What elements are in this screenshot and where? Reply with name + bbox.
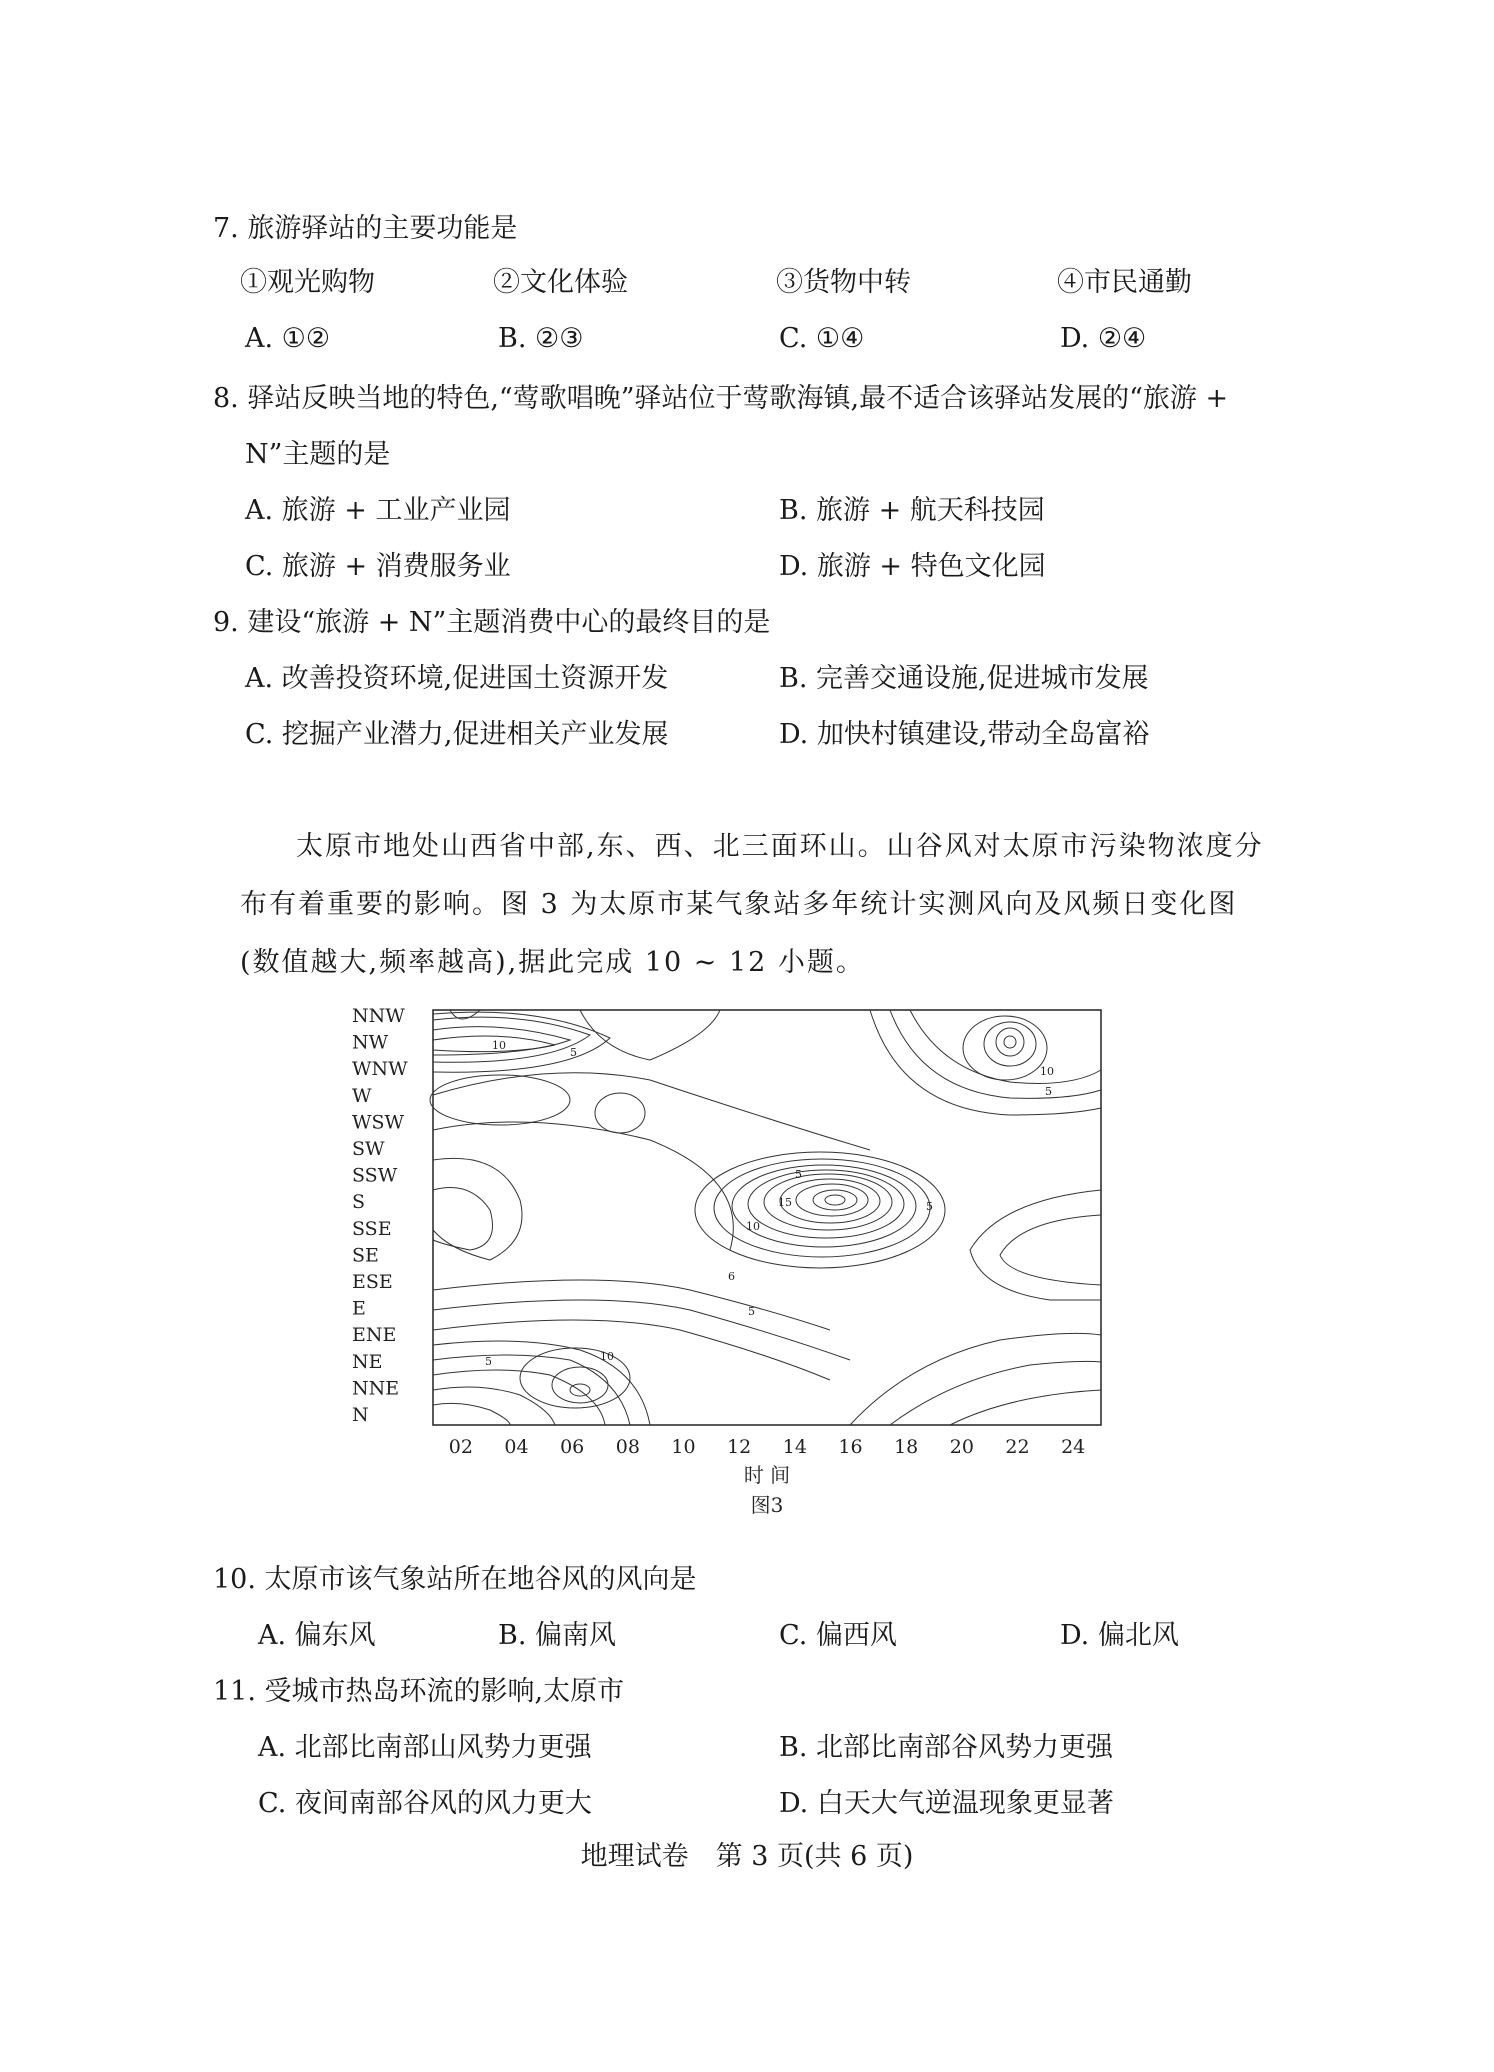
x-axis-tick-label: 12: [727, 1436, 752, 1458]
contour-label: 10: [1040, 1065, 1054, 1078]
x-axis-tick-label: 02: [448, 1436, 473, 1458]
contour-label: 5: [795, 1168, 802, 1181]
page-footer: 地理试卷 第 3 页(共 6 页): [580, 1841, 914, 1872]
q8-stem-line2: N”主题的是: [245, 439, 391, 470]
wind-frequency-figure: [350, 1000, 1140, 1530]
q9-stem: 9. 建设“旅游 + N”主题消费中心的最终目的是: [213, 607, 771, 638]
q11-option-a: A. 北部比南部山风势力更强: [258, 1732, 592, 1763]
y-axis-label: S: [352, 1191, 366, 1214]
q10-stem: 10. 太原市该气象站所在地谷风的风向是: [213, 1564, 697, 1595]
y-axis-label: SSW: [352, 1164, 398, 1187]
q8-option-a: A. 旅游 + 工业产业园: [245, 495, 511, 526]
q10-option-c: C. 偏西风: [779, 1620, 897, 1651]
y-axis-label: NW: [352, 1031, 389, 1054]
q7-option-b: B. ②③: [498, 323, 584, 354]
x-axis-tick-label: 08: [615, 1436, 640, 1458]
x-axis-tick-label: 06: [560, 1436, 585, 1458]
contour-label: 5: [1045, 1085, 1052, 1098]
q8-option-b: B. 旅游 + 航天科技园: [779, 495, 1045, 526]
y-axis-label: WSW: [352, 1111, 405, 1134]
contour-label: 10: [600, 1350, 614, 1363]
y-axis-label: ESE: [352, 1271, 393, 1293]
x-axis-title: 时 间: [743, 1463, 791, 1487]
y-axis-label: NE: [352, 1350, 383, 1373]
contour-label: 10: [746, 1220, 760, 1233]
contour-label: 5: [926, 1200, 933, 1213]
q9-option-b: B. 完善交通设施,促进城市发展: [779, 663, 1149, 694]
q11-option-c: C. 夜间南部谷风的风力更大: [258, 1788, 592, 1819]
q10-option-b: B. 偏南风: [498, 1620, 617, 1651]
y-axis-label: SSE: [352, 1217, 392, 1240]
q10-option-d: D. 偏北风: [1060, 1620, 1179, 1651]
q7-item-2: ②文化体验: [493, 267, 628, 298]
plot-frame: [433, 1010, 1101, 1425]
y-axis-label: SW: [352, 1138, 385, 1160]
x-axis-tick-label: 04: [504, 1436, 529, 1458]
contour-value-labels: [485, 1039, 1054, 1368]
x-axis-tick-label: 20: [949, 1436, 974, 1458]
x-axis-tick-label: 22: [1005, 1436, 1030, 1458]
y-axis-labels: [352, 1005, 408, 1426]
y-axis-label: ENE: [352, 1324, 397, 1347]
figure-caption: 图3: [750, 1493, 784, 1517]
contour-chart: [350, 1000, 1140, 1530]
q7-option-a: A. ①②: [245, 323, 331, 354]
q9-option-d: D. 加快村镇建设,带动全岛富裕: [779, 719, 1150, 750]
y-axis-label: WNW: [352, 1058, 408, 1081]
q7-option-d: D. ②④: [1060, 323, 1147, 354]
contour-label: 10: [492, 1039, 506, 1052]
q7-item-4: ④市民通勤: [1057, 267, 1192, 298]
q10-option-a: A. 偏东风: [258, 1620, 376, 1651]
x-axis-tick-label: 10: [671, 1436, 696, 1458]
q7-item-3: ③货物中转: [776, 267, 911, 298]
contour-label: 5: [485, 1355, 492, 1368]
y-axis-label: SE: [352, 1244, 379, 1267]
q11-option-d: D. 白天大气逆温现象更显著: [779, 1788, 1114, 1819]
x-axis-tick-label: 24: [1061, 1436, 1086, 1458]
x-axis-tick-label: 14: [782, 1436, 807, 1458]
q11-stem: 11. 受城市热岛环流的影响,太原市: [213, 1676, 625, 1707]
contour-label: 6: [728, 1270, 735, 1283]
q8-option-d: D. 旅游 + 特色文化园: [779, 551, 1046, 582]
x-axis-tick-labels: [449, 1436, 1086, 1458]
contour-lines: [430, 1010, 1101, 1425]
x-axis-tick-label: 16: [838, 1436, 863, 1458]
q7-option-c: C. ①④: [779, 323, 865, 354]
contour-label: 15: [778, 1196, 792, 1209]
contour-label: 5: [748, 1305, 755, 1318]
q8-option-c: C. 旅游 + 消费服务业: [245, 551, 511, 582]
contour-label: 5: [570, 1046, 577, 1059]
y-axis-label: NNE: [352, 1377, 400, 1400]
y-axis-label: W: [352, 1084, 372, 1107]
q11-option-b: B. 北部比南部谷风势力更强: [779, 1732, 1114, 1763]
passage-text: 太原市地处山西省中部,东、西、北三面环山。山谷风对太原市污染物浓度分布有着重要的影响。图 3 为太原市某气象站多年统计实测风向及风频日变化图(数值越大,频率越高),据此完成 10 ~ 12 小题。: [240, 831, 1264, 978]
q9-option-c: C. 挖掘产业潜力,促进相关产业发展: [245, 719, 669, 750]
y-axis-label: E: [352, 1297, 366, 1320]
q8-stem-line1: 8. 驿站反映当地的特色,“莺歌唱晚”驿站位于莺歌海镇,最不适合该驿站发展的“旅游 +: [213, 383, 1229, 414]
y-axis-label: NNW: [352, 1005, 405, 1027]
x-axis-tick-label: 18: [894, 1436, 919, 1458]
y-axis-label: N: [352, 1404, 369, 1426]
q7-stem: 7. 旅游驿站的主要功能是: [213, 213, 518, 244]
q9-option-a: A. 改善投资环境,促进国土资源开发: [245, 663, 669, 694]
q7-item-1: ①观光购物: [240, 267, 375, 298]
